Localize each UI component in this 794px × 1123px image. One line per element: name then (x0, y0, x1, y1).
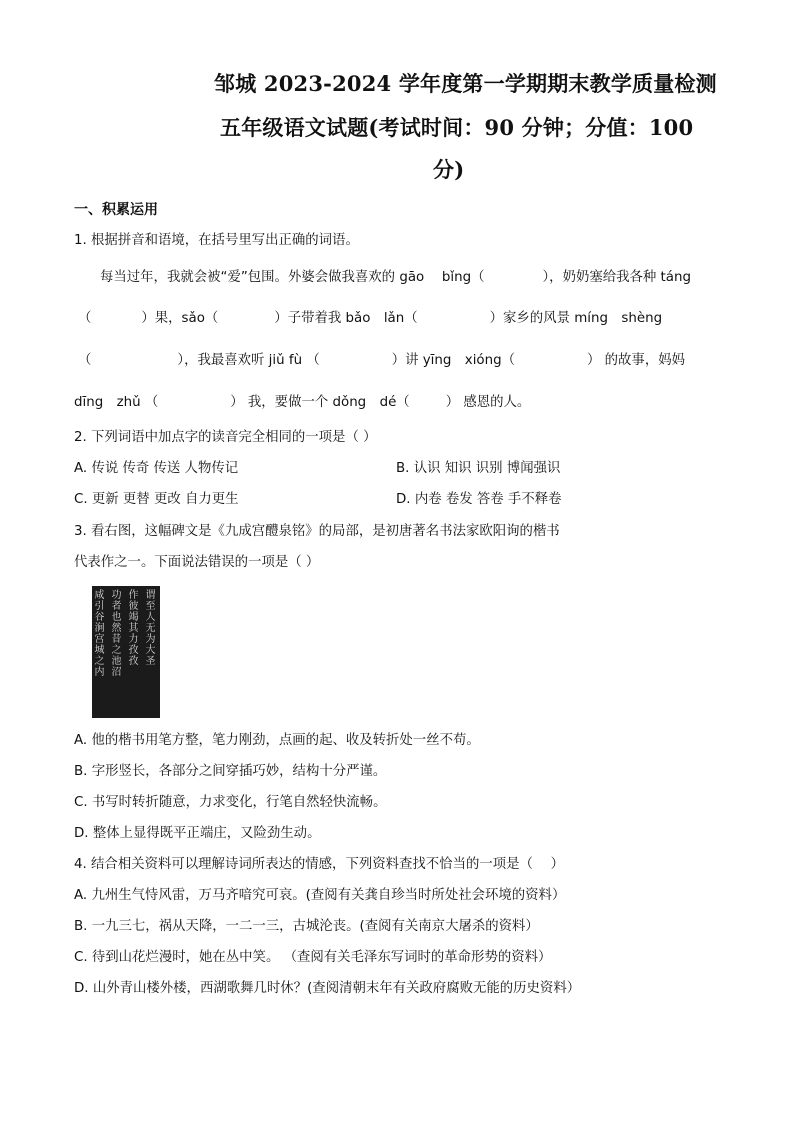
q4-stem: 4. 结合相关资料可以理解诗词所表达的情感，下列资料查找不恰当的一项是（ ） (74, 857, 564, 872)
q1-line1-text-a: 每当过年，我就会被“爱”包围。外婆会做我喜欢的 gāo bǐng（ (100, 270, 485, 285)
q3-option-b[interactable]: B. 字形竖长，各部分之间穿插巧妙，结构十分严谨。 (74, 764, 387, 779)
stele-column: 咸引谷涧宫城之内 (92, 589, 103, 677)
q1-line2-text-b: ）果，sǎo（ (141, 311, 219, 326)
q1-line2-text-c: ）子带着我 bǎo lǎn（ (274, 311, 418, 326)
q1-line3-text-a: （ (78, 353, 92, 368)
q1-line3-text-c: ）讲 yīng xióng（ (391, 353, 515, 368)
section-heading: 一、积累运用 (74, 202, 158, 218)
stele-column: 功者也然昔之池沼 (109, 589, 120, 677)
q1-line3 (78, 352, 685, 370)
q3-stem-line2: 代表作之一。下面说法错误的一项是（ ） (74, 555, 320, 570)
exam-title-line1: 邹城 2023-2024 学年度第一学期期末教学质量检测 (214, 71, 717, 96)
q1-line2 (78, 310, 662, 328)
q4-option-c[interactable]: C. 待到山花烂漫时，她在丛中笑。 （查阅有关毛泽东写词时的革命形势的资料） (74, 950, 552, 965)
q1-line4 (74, 394, 530, 412)
q4-option-d[interactable]: D. 山外青山楼外楼，西湖歌舞几时休？(查阅清朝末年有关政府腐败无能的历史资料） (74, 981, 581, 996)
q2-option-a[interactable]: A. 传说 传奇 传送 人物传记 (74, 461, 239, 476)
q1-line2-text-d: ）家乡的风景 míng shèng (489, 311, 663, 326)
q2-option-b[interactable]: B. 认识 知识 识别 博闻强识 (396, 461, 561, 476)
q4-option-a[interactable]: A. 九州生气恃风雷，万马齐喑究可哀。(查阅有关龚自珍当时所处社会环境的资料） (74, 888, 566, 903)
q1-line1-text-b: ），奶奶塞给我各种 táng (542, 270, 691, 285)
q2-stem: 2. 下列词语中加点字的读音完全相同的一项是（ ） (74, 430, 377, 445)
exam-title-line2: 五年级语文试题(考试时间：90 分钟；分值：100 (220, 115, 694, 140)
stele-column: 作彼竭其力孜孜 (126, 589, 137, 666)
q1-line4-text-b: ） 我，要做一个 dǒng dé（ (230, 395, 410, 410)
q1-line4-text-c: ） 感恩的人。 (445, 395, 531, 410)
stele-column: 谓至人无为大圣 (143, 589, 154, 666)
q1-line3-text-b: ），我最喜欢听 jiǔ fù （ (177, 353, 320, 368)
q2-option-d[interactable]: D. 内卷 卷发 答卷 手不释卷 (396, 492, 562, 507)
q1-line1 (100, 269, 691, 287)
q3-option-a[interactable]: A. 他的楷书用笔方整，笔力刚劲，点画的起、收及转折处一丝不苟。 (74, 733, 480, 748)
q4-option-b[interactable]: B. 一九三七，祸从天降，一二一三，古城沦丧。(查阅有关南京大屠杀的资料） (74, 919, 539, 934)
q2-option-c[interactable]: C. 更新 更替 更改 自力更生 (74, 492, 239, 507)
q3-option-d[interactable]: D. 整体上显得既平正端庄，又险劲生动。 (74, 826, 321, 841)
q1-stem: 1. 根据拼音和语境，在括号里写出正确的词语。 (74, 233, 359, 248)
q3-option-c[interactable]: C. 书写时转折随意，力求变化，行笔自然轻快流畅。 (74, 795, 387, 810)
exam-title-line3: 分) (433, 157, 465, 182)
q1-line2-text-a: （ (78, 311, 92, 326)
q1-line4-text-a: dīng zhǔ （ (74, 395, 159, 410)
q3-stem-line1: 3. 看右图，这幅碑文是《九成宫醴泉铭》的局部，是初唐著名书法家欧阳询的楷书 (74, 524, 560, 539)
q1-line3-text-d: ） 的故事，妈妈 (587, 353, 685, 368)
stele-calligraphy-image (92, 586, 160, 718)
